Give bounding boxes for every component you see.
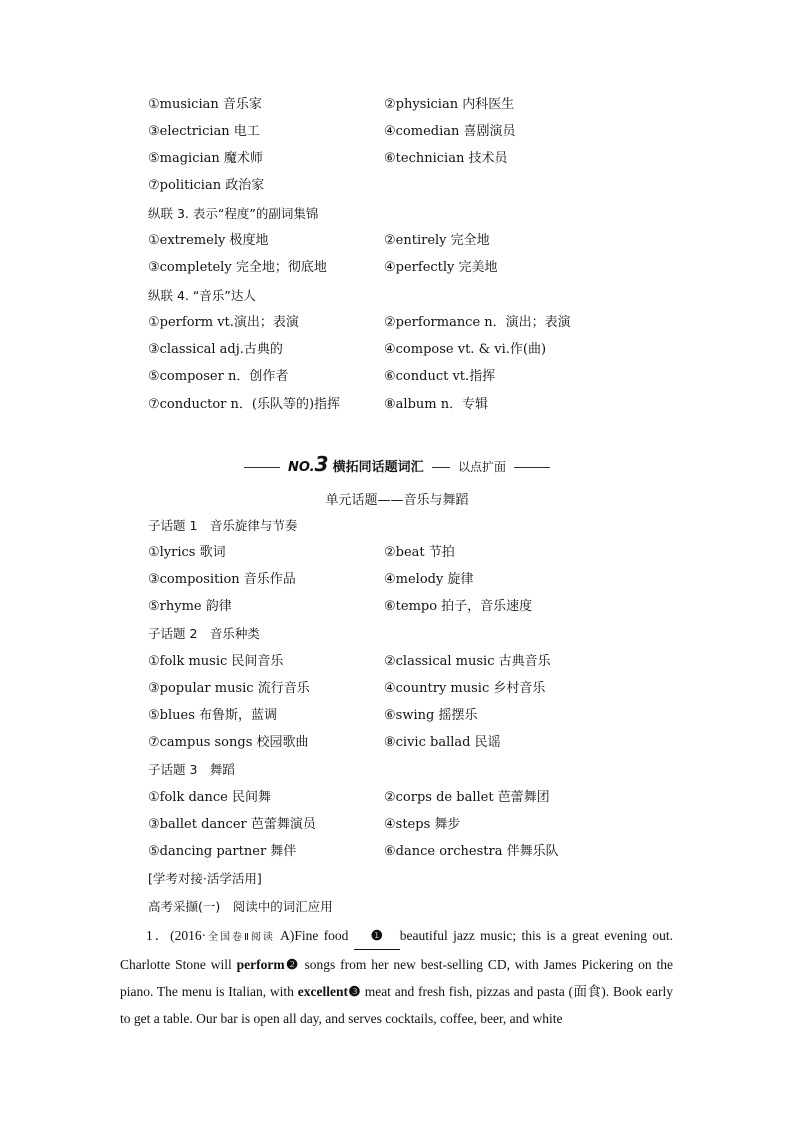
- keyword-2: perform❷: [236, 957, 300, 972]
- vocab-item: ⑦politician 政治家: [148, 178, 265, 193]
- subtopic-heading: 子话题 2 音乐种类: [148, 626, 260, 641]
- vocab-row: [148, 787, 678, 809]
- vocab-item: ④country music 乡村音乐: [384, 681, 546, 696]
- reading-passage: [120, 922, 673, 1032]
- keyword-3: excellent❸: [297, 984, 361, 999]
- vocab-item: ②beat 节拍: [384, 545, 455, 560]
- vocab-item: ④compose vt. & vi.作(曲): [384, 342, 547, 357]
- passage-text: A)Fine food: [274, 928, 354, 943]
- vocab-item: ⑥swing 摇摆乐: [384, 708, 478, 723]
- vocab-item: ⑥dance orchestra 伴舞乐队: [384, 844, 559, 859]
- vocab-row: [148, 339, 678, 361]
- passage-text: meat and fresh fish, pizzas and pasta (面食). Book early to get a table. Our bar is open all day, and serves cocktails, coffee, beer, and white: [120, 984, 674, 1026]
- vocab-item: ⑦campus songs 校园歌曲: [148, 735, 309, 750]
- vocab-row: [148, 148, 678, 170]
- vocab-item: ①perform vt.演出；表演: [148, 315, 299, 330]
- vocab-row: [148, 121, 678, 143]
- vocab-item: ④perfectly 完美地: [384, 260, 498, 275]
- divider-line: [244, 467, 280, 468]
- vocab-row: [148, 394, 678, 416]
- subtopic-heading: 子话题 1 音乐旋律与节奏: [148, 518, 298, 533]
- vocab-item: ②classical music 古典音乐: [384, 654, 551, 669]
- vocab-item: ④comedian 喜剧演员: [384, 124, 516, 139]
- section-banner: [0, 452, 794, 478]
- vocab-item: ③classical adj.古典的: [148, 342, 283, 357]
- vocab-item: ②performance n．演出；表演: [384, 315, 571, 330]
- vocab-row: [148, 678, 678, 700]
- vocab-row: [148, 651, 678, 673]
- banner-title: 横拓同话题词汇: [332, 460, 424, 475]
- vocab-item: ⑥conduct vt.指挥: [384, 369, 496, 384]
- vocab-row: [148, 841, 678, 863]
- vocab-item: ③electrician 电工: [148, 124, 260, 139]
- vocab-item: ①extremely 极度地: [148, 233, 269, 248]
- section-label: [学考对接·活学活用]: [148, 871, 262, 886]
- passage-text: songs from her new best-selling CD, with James Pickering on the piano. The menu is Italian, with: [120, 957, 673, 999]
- vocab-item: ③popular music 流行音乐: [148, 681, 310, 696]
- vocab-row: [148, 94, 678, 116]
- vocab-row: [148, 705, 678, 727]
- vocab-row: [148, 257, 678, 279]
- vocab-item: ⑥technician 技术员: [384, 151, 508, 166]
- question-number: 1．(2016·: [146, 928, 207, 943]
- vocab-item: ⑤magician 魔术师: [148, 151, 263, 166]
- vocab-item: ⑦conductor n．(乐队等的)指挥: [148, 397, 341, 412]
- vocab-item: ③ballet dancer 芭蕾舞演员: [148, 817, 316, 832]
- unit-title: 单元话题——音乐与舞蹈: [325, 493, 469, 508]
- divider-line: [514, 467, 550, 468]
- vocab-item: ⑤composer n．创作者: [148, 369, 289, 384]
- vocab-item: ④steps 舞步: [384, 817, 461, 832]
- vocab-item: ⑧album n．专辑: [384, 397, 489, 412]
- vocab-item: ⑧civic ballad 民谣: [384, 735, 501, 750]
- section-heading: 纵联 3. 表示“程度”的副词集锦: [148, 206, 319, 221]
- vocab-item: ⑤rhyme 韵律: [148, 599, 232, 614]
- subtopic-heading: 子话题 3 舞蹈: [148, 762, 235, 777]
- vocab-row: [148, 814, 678, 836]
- vocab-row: [148, 732, 678, 754]
- section-subheading: 高考采撷(一) 阅读中的词汇应用: [148, 899, 333, 914]
- vocab-row: [148, 569, 678, 591]
- vocab-item: ③composition 音乐作品: [148, 572, 296, 587]
- vocab-row: [148, 312, 678, 334]
- vocab-item: ①folk music 民间音乐: [148, 654, 284, 669]
- vocab-row: [148, 366, 678, 388]
- vocab-item: ③completely 完全地；彻底地: [148, 260, 327, 275]
- vocab-row: [148, 596, 678, 618]
- vocab-item: ②physician 内科医生: [384, 97, 515, 112]
- vocab-row: [148, 175, 678, 197]
- vocab-row: [148, 542, 678, 564]
- vocab-item: ⑤blues 布鲁斯，蓝调: [148, 708, 278, 723]
- vocab-item: ②corps de ballet 芭蕾舞团: [384, 790, 550, 805]
- source-label: 全国卷Ⅱ阅读: [206, 932, 275, 943]
- banner-subtitle: 以点扩面: [457, 460, 506, 474]
- vocab-item: ④melody 旋律: [384, 572, 474, 587]
- vocab-item: ①musician 音乐家: [148, 97, 262, 112]
- vocab-item: ⑥tempo 拍子，音乐速度: [384, 599, 533, 614]
- vocab-item: ②entirely 完全地: [384, 233, 490, 248]
- divider-line: [432, 467, 450, 468]
- banner-no: NO.: [288, 460, 315, 475]
- blank-1: ❶: [354, 922, 400, 950]
- section-heading: 纵联 4. “音乐”达人: [148, 288, 256, 303]
- vocab-item: ⑤dancing partner 舞伴: [148, 844, 297, 859]
- passage-text: beautiful jazz music; this is a great evening out. Charlotte Stone will: [120, 928, 673, 972]
- banner-number: 3: [314, 452, 329, 476]
- vocab-item: ①lyrics 歌词: [148, 545, 226, 560]
- vocab-row: [148, 230, 678, 252]
- vocab-item: ①folk dance 民间舞: [148, 790, 272, 805]
